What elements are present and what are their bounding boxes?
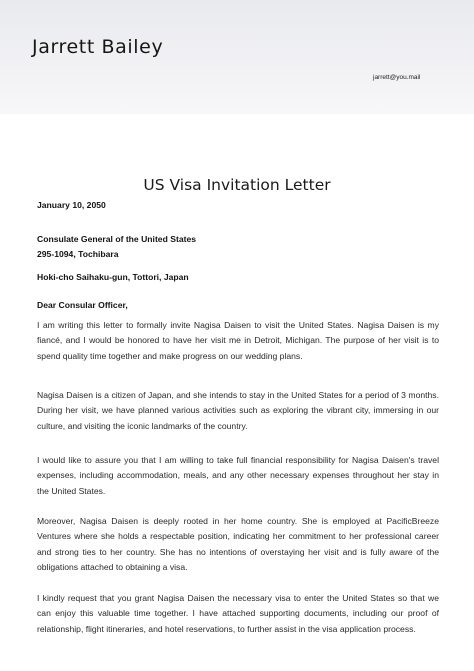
letterhead [0, 0, 474, 114]
recipient-line-2: 295-1094, Tochibara [37, 249, 119, 260]
recipient-line-3: Hoki-cho Saihaku-gun, Tottori, Japan [37, 271, 189, 282]
sender-email: jarrett@you.mail [373, 74, 421, 81]
letter-title: US Visa Invitation Letter [143, 176, 331, 194]
letter-date: January 10, 2050 [37, 200, 106, 210]
paragraph-5: I kindly request that you grant Nagisa Daisen the necessary visa to enter the United States so that we can enjoy this valuable time together. I have attached supporting documents, including our proof of relationship, flight itineraries, and hotel reservations, to further assist in the visa application process. [37, 593, 439, 634]
address-gap [37, 263, 196, 270]
recipient-line-1: Consulate General of the United States [37, 234, 197, 244]
recipient-address [37, 232, 196, 285]
salutation: Dear Consular Officer, [37, 300, 128, 310]
sender-name: Jarrett Bailey [32, 36, 164, 58]
paragraph-2: Nagisa Daisen is a citizen of Japan, and she intends to stay in the United States for a period of 3 months. During her visit, we have planned various activities such as exploring the vibrant city, immersing in our culture, and visiting the iconic landmarks of the country. [37, 390, 439, 431]
paragraph-4: Moreover, Nagisa Daisen is deeply rooted in her home country. She is employed at PacificBreeze Ventures where she holds a respectable position, indicating her commitment to her professional career and strong ties to her country. She has no intentions of overstaying her visit and is fully aware of the obligations attached to obtaining a visa. [37, 516, 439, 573]
paragraph-1: I am writing this letter to formally invite Nagisa Daisen to visit the United States. Nagisa Daisen is my fiancé, and I would be honored to have her visit me in Detroit, Michigan. The purpose of her visit is to spend quality time together and make progress on our wedding plans. [37, 320, 439, 361]
paragraph-3: I would like to assure you that I am willing to take full financial responsibility for Nagisa Daisen's travel expenses, including accommodation, meals, and any other necessary expenses throughout her stay in the United States. [37, 455, 439, 496]
